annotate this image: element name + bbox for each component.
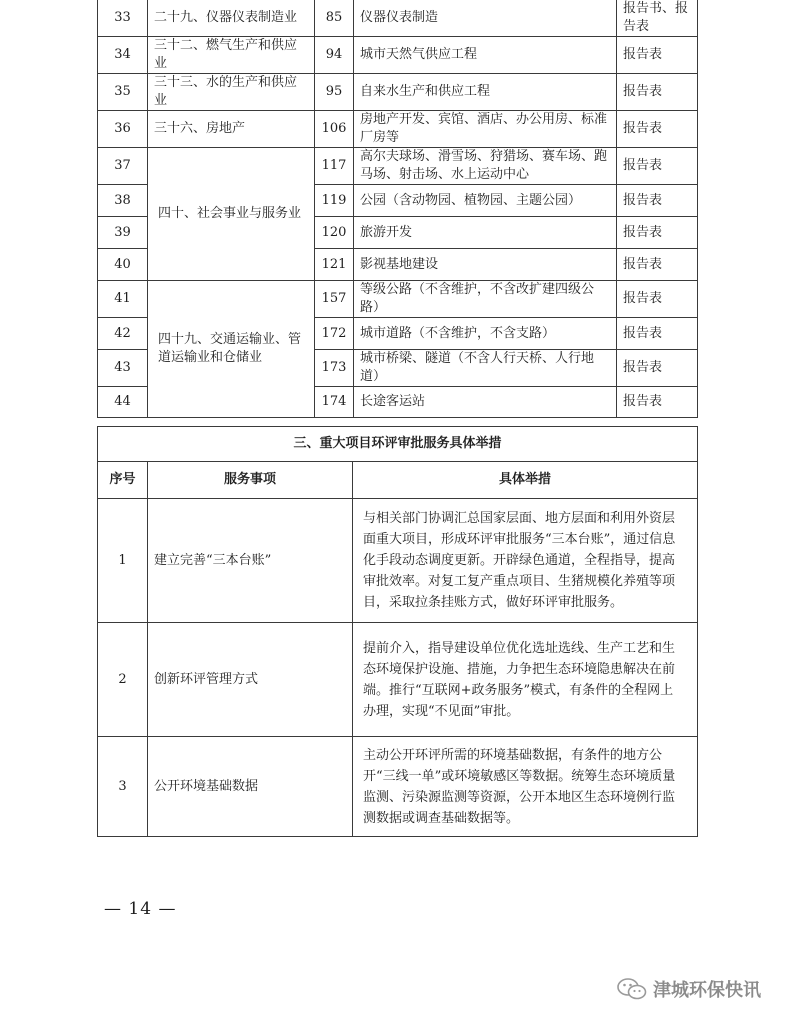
- row-number: 35: [98, 74, 148, 111]
- project-type: 长途客运站: [354, 387, 617, 418]
- row-number: 42: [98, 318, 148, 350]
- section-title: 三、重大项目环评审批服务具体举措: [98, 427, 698, 462]
- industry-category: 四十、社会事业与服务业: [148, 148, 315, 281]
- eia-document-type: 报告表: [617, 74, 698, 111]
- wechat-icon: [617, 977, 647, 1001]
- row-number: 34: [98, 37, 148, 74]
- table-header-row: [98, 462, 698, 499]
- eia-document-type: 报告表: [617, 37, 698, 74]
- project-type: 自来水生产和供应工程: [354, 74, 617, 111]
- industry-category: 三十三、水的生产和供应业: [148, 74, 315, 111]
- row-number: 40: [98, 249, 148, 281]
- project-type: 城市桥梁、隧道（不含人行天桥、人行地道）: [354, 350, 617, 387]
- project-code: 85: [315, 0, 354, 37]
- project-type: 城市天然气供应工程: [354, 37, 617, 74]
- project-code: 119: [315, 185, 354, 217]
- eia-document-type: 报告表: [617, 217, 698, 249]
- project-code: 172: [315, 318, 354, 350]
- row-number: 36: [98, 111, 148, 148]
- project-type: 等级公路（不含维护，不含改扩建四级公路）: [354, 281, 617, 318]
- project-type: 公园（含动物园、植物园、主题公园）: [354, 185, 617, 217]
- project-list-table: [97, 0, 698, 418]
- row-number: 38: [98, 185, 148, 217]
- row-number: 33: [98, 0, 148, 37]
- industry-category: 三十二、燃气生产和供应业: [148, 37, 315, 74]
- project-code: 121: [315, 249, 354, 281]
- eia-document-type: 报告表: [617, 148, 698, 185]
- header-measure: 具体举措: [353, 462, 698, 499]
- eia-document-type: 报告表: [617, 318, 698, 350]
- project-type: 旅游开发: [354, 217, 617, 249]
- row-number: 1: [98, 499, 148, 623]
- table-row: [98, 737, 698, 837]
- eia-document-type: 报告表: [617, 281, 698, 318]
- row-number: 41: [98, 281, 148, 318]
- row-number: 3: [98, 737, 148, 837]
- project-code: 174: [315, 387, 354, 418]
- project-code: 117: [315, 148, 354, 185]
- project-type: 影视基地建设: [354, 249, 617, 281]
- service-item: 创新环评管理方式: [148, 623, 353, 737]
- eia-document-type: 报告表: [617, 111, 698, 148]
- industry-category: 二十九、仪器仪表制造业: [148, 0, 315, 37]
- measure-text: 主动公开环评所需的环境基础数据，有条件的地方公开“三线一单”或环境敏感区等数据。统筹生态环境质量监测、污染源监测等资源，公开本地区生态环境例行监测数据或调查基础数据等。: [353, 737, 698, 837]
- eia-document-type: 报告表: [617, 249, 698, 281]
- eia-document-type: 报告表: [617, 185, 698, 217]
- eia-document-type: 报告表: [617, 350, 698, 387]
- page-number: — 14 —: [104, 899, 177, 919]
- table-row: [98, 37, 698, 74]
- row-number: 44: [98, 387, 148, 418]
- project-code: 157: [315, 281, 354, 318]
- project-code: 94: [315, 37, 354, 74]
- table-row: [98, 111, 698, 148]
- watermark-text: 津城环保快讯: [653, 980, 761, 1001]
- project-type: 仪器仪表制造: [354, 0, 617, 37]
- row-number: 2: [98, 623, 148, 737]
- service-item: 建立完善“三本台账”: [148, 499, 353, 623]
- project-code: 106: [315, 111, 354, 148]
- header-service-item: 服务事项: [148, 462, 353, 499]
- eia-document-type: 报告书、报告表: [617, 0, 698, 37]
- table-row: [98, 0, 698, 37]
- row-number: 43: [98, 350, 148, 387]
- measure-text: 与相关部门协调汇总国家层面、地方层面和利用外资层面重大项目，形成环评审批服务“三本台账”，通过信息化手段动态调度更新。开辟绿色通道，全程指导，提高审批效率。对复工复产重点项目、生猪规模化养殖等项目，采取拉条挂账方式，做好环评审批服务。: [353, 499, 698, 623]
- project-code: 95: [315, 74, 354, 111]
- project-code: 173: [315, 350, 354, 387]
- row-number: 39: [98, 217, 148, 249]
- measure-text: 提前介入，指导建设单位优化选址选线、生产工艺和生态环境保护设施、措施，力争把生态环境隐患解决在前端。推行“互联网+政务服务”模式，有条件的全程网上办理，实现“不见面”审批。: [353, 623, 698, 737]
- table-row: [98, 74, 698, 111]
- project-type: 房地产开发、宾馆、酒店、办公用房、标准厂房等: [354, 111, 617, 148]
- project-code: 120: [315, 217, 354, 249]
- row-number: 37: [98, 148, 148, 185]
- service-measures-table: [97, 426, 698, 837]
- table-row: [98, 499, 698, 623]
- industry-category: 三十六、房地产: [148, 111, 315, 148]
- table-row: [98, 148, 698, 185]
- header-number: 序号: [98, 462, 148, 499]
- table-row: [98, 623, 698, 737]
- wechat-watermark: [617, 976, 761, 1002]
- project-type: 高尔夫球场、滑雪场、狩猎场、赛车场、跑马场、射击场、水上运动中心: [354, 148, 617, 185]
- service-item: 公开环境基础数据: [148, 737, 353, 837]
- industry-category: 四十九、交通运输业、管道运输业和仓储业: [148, 281, 315, 418]
- eia-document-type: 报告表: [617, 387, 698, 418]
- table-row: [98, 281, 698, 318]
- project-type: 城市道路（不含维护，不含支路）: [354, 318, 617, 350]
